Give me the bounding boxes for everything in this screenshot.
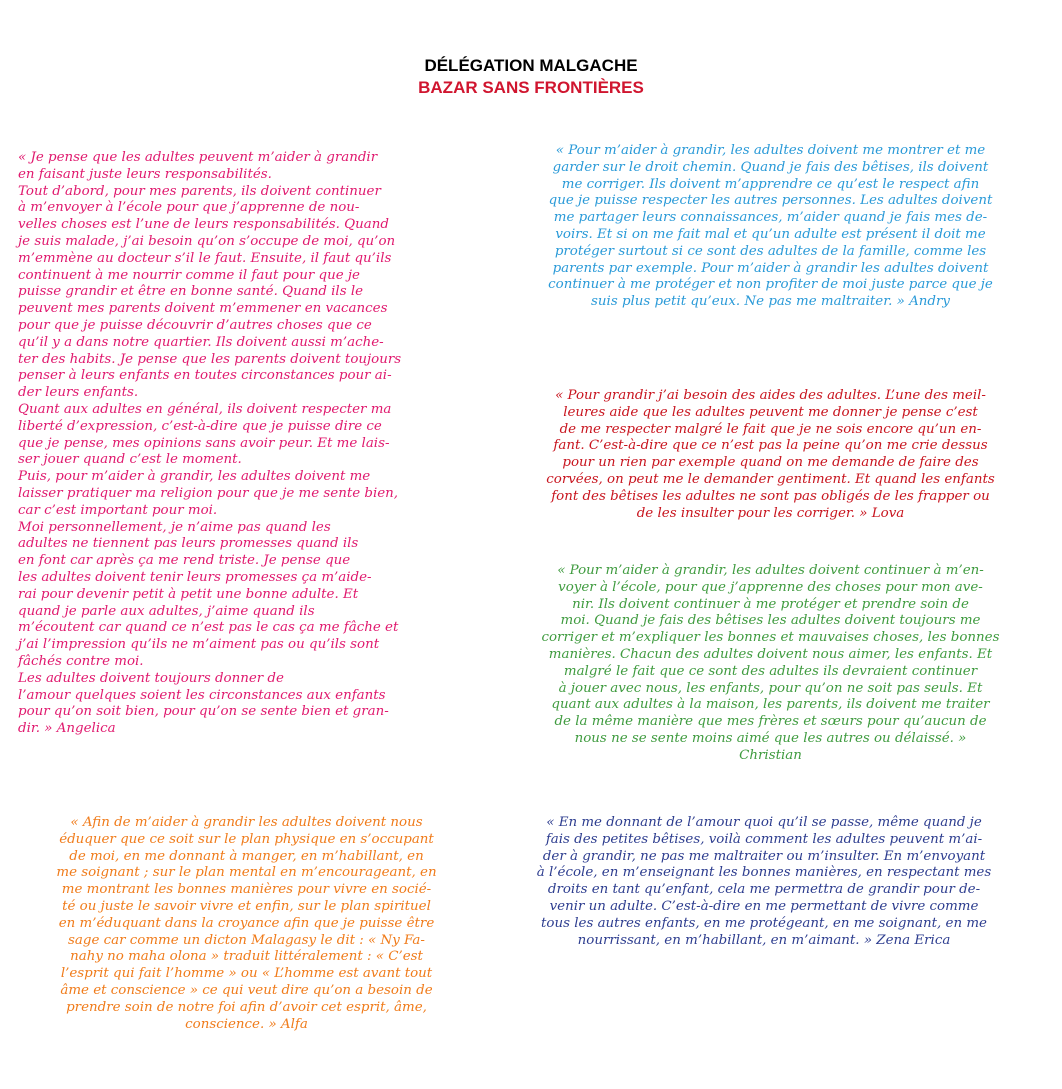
- testimony-andry: « Pour m’aider à grandir, les adultes doivent me montrer et me garder sur le droit chemin. Quand je fais des bêtises, ils doivent me corriger. Ils doivent m’apprendre ce qu’est le respect afin que je puisse respecter les autres personnes. Les adultes doivent me partager leurs connaissances, m’aider quand je fais mes de- voirs. Et si on me fait mal et qu’un adulte est présent il doit me protéger surtout si ce sont des adultes de la famille, comme les parents par exemple. Pour m’aider à grandir les adultes doivent continuer à me protéger et non profiter de moi juste parce que je suis plus petit qu’eux. Ne pas me maltraiter. » Andry: [548, 143, 993, 310]
- testimony-zena-erica: « En me donnant de l’amour quoi qu’il se passe, même quand je fais des petites bêtises, voilà comment les adultes peuvent m’ai- der à grandir, ne pas me maltraiter ou m’insulter. En m’envoyant à l’école, en m’enseignant les bonnes manières, en respectant mes droits en tant qu’enfant, cela me permettra de grandir pour de- venir un adulte. C’est-à-dire en me permettant de vivre comme tous les autres enfants, en me protégeant, en me soignant, en me nourrissant, en m’habillant, en m’aimant. » Zena Erica: [536, 815, 992, 948]
- header-subtitle: BAZAR SANS FRONTIÈRES: [418, 78, 644, 97]
- testimony-lova: « Pour grandir j’ai besoin des aides des adultes. L’une des meil- leures aide que les adultes peuvent me donner je pense c’est de me respecter malgré le fait que je ne sois encore qu’un en- fant. C’est-à-dire que ce n’est pas la peine qu’on me crie dessus pour un rien par exemple quand on me demande de faire des corvées, on peut me le demander gentiment. Et quand les enfants font des bêtises les adultes ne sont pas obligés de les frapper ou de les insulter pour les corriger. » Lova: [546, 388, 995, 521]
- header-title: DÉLÉGATION MALGACHE: [424, 56, 638, 75]
- testimony-christian: « Pour m’aider à grandir, les adultes doivent continuer à m’en- voyer à l’école, pour que j’apprenne des choses pour mon ave- nir. Ils doivent continuer à me protéger et prendre soin de moi. Quand je fais des bêtises les adultes doivent toujours me corriger et m’expliquer les bonnes et mauvaises choses, les bonnes manières. Chacun des adultes doivent nous aimer, les enfants. Et malgré le fait que ce sont des adultes ils devraient continuer à jouer avec nous, les enfants, pour qu’on ne soit pas seuls. Et quant aux adultes à la maison, les parents, ils doivent me traiter de la même manière que mes frères et sœurs pour qu’aucun de nous ne se sente moins aimé que les autres ou délaissé. » Christian: [541, 563, 1000, 763]
- testimony-angelica: « Je pense que les adultes peuvent m’aider à grandir en faisant juste leurs responsabilités. Tout d’abord, pour mes parents, ils doivent continuer à m’envoyer à l’école pour que j’apprenne de nou- velles choses est l’une de leurs responsabilités. Quand je suis malade, j’ai besoin qu’on s’occupe de moi, qu’on m’emmène au docteur s’il le faut. Ensuite, il faut qu’ils continuent à me nourrir comme il faut pour que je puisse grandir et être en bonne santé. Quand ils le peuvent mes parents doivent m’emmener en vacances pour que je puisse découvrir d’autres choses que ce qu’il y a dans notre quartier. Ils doivent aussi m’ache- ter des habits. Je pense que les parents doivent toujours penser à leurs enfants en toutes circonstances pour ai- der leurs enfants. Quant aux adultes en général, ils doivent respecter ma liberté d’expression, c’est-à-dire que je puisse dire ce que je pense, mes opinions sans avoir peur. Et me lais- ser jouer quand c’est le moment. Puis, pour m’aider à grandir, les adultes doivent me laisser pratiquer ma religion pour que je me sente bien, car c’est important pour moi. Moi personnellement, je n’aime pas quand les adultes ne tiennent pas leurs promesses quand ils en font car après ça me rend triste. Je pense que les adultes doivent tenir leurs promesses ça m’aide- rai pour devenir petit à petit une bonne adulte. Et quand je parle aux adultes, j’aime quand ils m’écoutent car quand ce n’est pas le cas ça me fâche et j’ai l’impression qu’ils ne m’aiment pas ou qu’ils sont fâchés contre moi. Les adultes doivent toujours donner de l’amour quelques soient les circonstances aux enfants pour qu’on soit bien, pour qu’on se sente bien et gran- dir. » Angelica: [18, 150, 402, 737]
- testimony-alfa: « Afin de m’aider à grandir les adultes doivent nous éduquer que ce soit sur le plan physique en s’occupant de moi, en me donnant à manger, en m’habillant, en me soignant ; sur le plan mental en m’encourageant, en me montrant les bonnes manières pour vivre en socié- té ou juste le savoir vivre et enfin, sur le plan spirituel en m’éduquant dans la croyance afin que je puisse être sage car comme un dicton Malagasy le dit : « Ny Fa- nahy no maha olona » traduit littéralement : « C’est l’esprit qui fait l’homme » ou « L’homme est avant tout âme et conscience » ce qui veut dire qu’on a besoin de prendre soin de notre foi afin d’avoir cet esprit, âme, conscience. » Alfa: [56, 815, 437, 1032]
